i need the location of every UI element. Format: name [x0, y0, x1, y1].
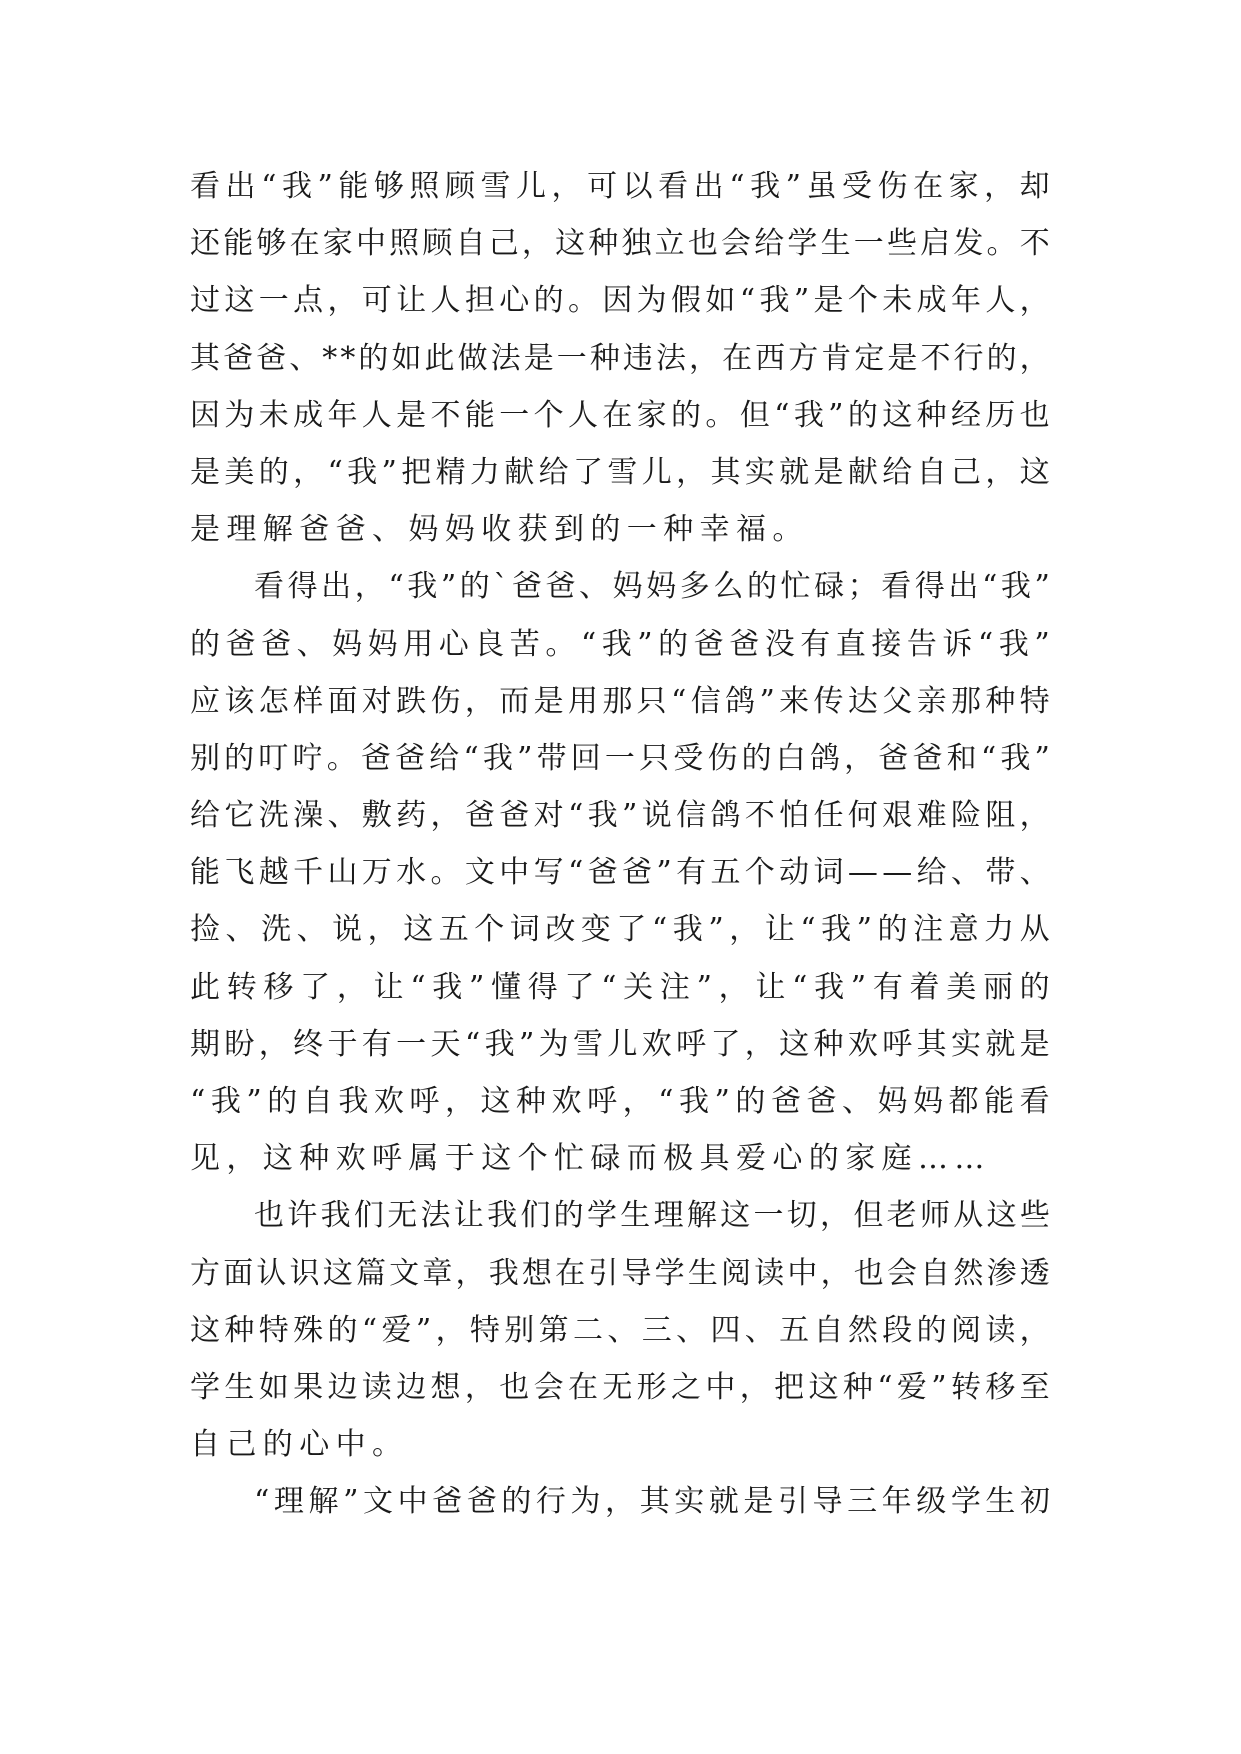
text-line	[190, 844, 1050, 901]
text-line-content: 是理解爸爸、妈妈收获到的一种幸福。	[190, 512, 809, 548]
text-line-content: 此 转 移 了 ， 让 “ 我 ” 懂 得 了 “ 关 注 ” ， 让 “ 我 ” 有 着 美 丽 的	[190, 969, 1050, 1005]
text-line-content: 也 许 我 们 无 法 让 我 们 的 学 生 理 解 这 一 切 ， 但 老 师 从 这 些	[254, 1198, 1050, 1234]
text-line-content: 能 飞 越 千 山 万 水 。 文 中 写 “ 爸 爸 ” 有 五 个 动 词 — — 给 、 带 、	[190, 855, 1050, 891]
text-line	[190, 501, 1050, 558]
text-line-content: 给 它 洗 澡 、 敷 药 ， 爸 爸 对 “ 我 ” 说 信 鸽 不 怕 任 何 艰 难 险 阻 ，	[190, 798, 1050, 834]
text-line	[190, 673, 1050, 730]
text-line	[190, 959, 1050, 1016]
text-line-content: 其 爸 爸 、 * * 的 如 此 做 法 是 一 种 违 法 ， 在 西 方 肯 定 是 不 行 的 ，	[190, 340, 1050, 376]
text-line	[190, 158, 1050, 215]
text-line	[190, 1130, 1050, 1187]
text-line-content: 别 的 叮 咛 。 爸 爸 给 “ 我 ” 带 回 一 只 受 伤 的 白 鸽 ， 爸 爸 和 “ 我 ”	[190, 740, 1050, 776]
text-line	[190, 1187, 1050, 1244]
text-line-content: 是 美 的 ， “ 我 ” 把 精 力 献 给 了 雪 儿 ， 其 实 就 是 献 给 自 己 ， 这	[190, 454, 1050, 490]
text-line-content: 方 面 认 识 这 篇 文 章 ， 我 想 在 引 导 学 生 阅 读 中 ， 也 会 自 然 渗 透	[190, 1255, 1050, 1291]
text-line-content: 捡 、 洗 、 说 ， 这 五 个 词 改 变 了 “ 我 ” ， 让 “ 我 ” 的 注 意 力 从	[190, 912, 1050, 948]
text-line	[190, 730, 1050, 787]
text-line	[190, 1302, 1050, 1359]
text-line	[190, 215, 1050, 272]
text-line	[190, 1473, 1050, 1530]
text-line-content: “ 理 解 ” 文 中 爸 爸 的 行 为 ， 其 实 就 是 引 导 三 年 级 学 生 初	[254, 1484, 1050, 1520]
text-line	[190, 387, 1050, 444]
text-line	[190, 1016, 1050, 1073]
text-line	[190, 330, 1050, 387]
text-line-content: 学 生 如 果 边 读 边 想 ， 也 会 在 无 形 之 中 ， 把 这 种 “ 爱 ” 转 移 至	[190, 1369, 1050, 1405]
text-line-content: 这 种 特 殊 的 “ 爱 ” ， 特 别 第 二 、 三 、 四 、 五 自 然 段 的 阅 读 ，	[190, 1312, 1050, 1348]
text-line-content: 因 为 未 成 年 人 是 不 能 一 个 人 在 家 的 。 但 “ 我 ” 的 这 种 经 历 也	[190, 397, 1050, 433]
text-line-content: 见，这种欢呼属于这个忙碌而极具爱心的家庭……	[190, 1141, 991, 1177]
text-line	[190, 1245, 1050, 1302]
body-text	[190, 158, 1050, 1531]
text-line-content: 过 这 一 点 ， 可 让 人 担 心 的 。 因 为 假 如 “ 我 ” 是 个 未 成 年 人 ，	[190, 283, 1050, 319]
text-line	[190, 1359, 1050, 1416]
text-line-content: 自己的心中。	[190, 1427, 409, 1463]
text-line	[190, 1416, 1050, 1473]
text-line-content: 还 能 够 在 家 中 照 顾 自 己 ， 这 种 独 立 也 会 给 学 生 一 些 启 发 。 不	[190, 226, 1050, 262]
text-line-content: “ 我 ” 的 自 我 欢 呼 ， 这 种 欢 呼 ， “ 我 ” 的 爸 爸 、 妈 妈 都 能 看	[190, 1084, 1050, 1119]
text-line	[190, 787, 1050, 844]
text-line-content: 看 得 出 ， “ 我 ” 的 ` 爸 爸 、 妈 妈 多 么 的 忙 碌 ； 看 得 出 “ 我 ”	[254, 569, 1050, 605]
text-line	[190, 616, 1050, 673]
text-line-content: 应 该 怎 样 面 对 跌 伤 ， 而 是 用 那 只 “ 信 鸽 ” 来 传 达 父 亲 那 种 特	[190, 683, 1050, 719]
text-line	[190, 901, 1050, 958]
text-line	[190, 444, 1050, 501]
text-line-content: 期 盼 ， 终 于 有 一 天 “ 我 ” 为 雪 儿 欢 呼 了 ， 这 种 欢 呼 其 实 就 是	[190, 1026, 1050, 1062]
text-line-content: 看 出 “ 我 ” 能 够 照 顾 雪 儿 ， 可 以 看 出 “ 我 ” 虽 受 伤 在 家 ， 却	[190, 169, 1050, 204]
text-line	[190, 1073, 1050, 1130]
text-line-content: 的 爸 爸 、 妈 妈 用 心 良 苦 。 “ 我 ” 的 爸 爸 没 有 直 接 告 诉 “ 我 ”	[190, 626, 1050, 662]
text-line	[190, 272, 1050, 329]
text-line	[190, 558, 1050, 615]
